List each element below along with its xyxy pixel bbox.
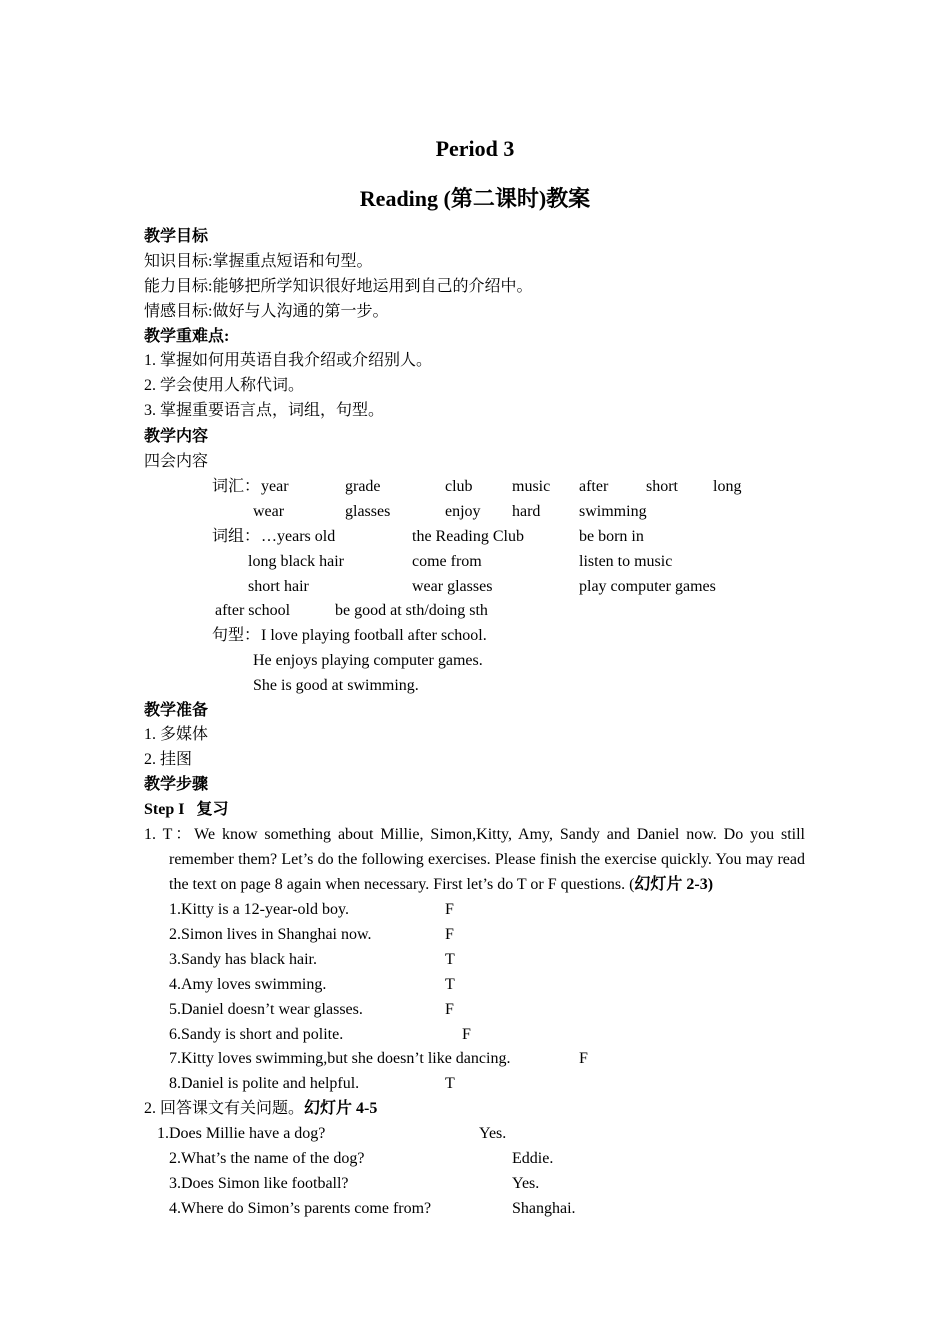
- vocab-word: short: [646, 478, 678, 495]
- objectives-heading: 教学目标: [144, 228, 209, 245]
- objective-item: 能力目标:能够把所学知识很好地运用到自己的介绍中。: [144, 278, 533, 295]
- tf-question: 1.Kitty is a 12-year-old boy.: [169, 901, 349, 918]
- phrase: wear glasses: [412, 578, 493, 595]
- preparation-item: 1. 多媒体: [144, 726, 209, 743]
- step-1-title: 复习: [196, 801, 229, 818]
- sentence: She is good at swimming.: [253, 677, 419, 694]
- vocab-word: music: [512, 478, 551, 495]
- page-subtitle: Reading (第二课时)教案: [359, 186, 591, 211]
- vocab-word: year: [261, 478, 289, 495]
- phrase: come from: [412, 553, 482, 570]
- phrase: …years old: [261, 528, 336, 545]
- tf-question: 4.Amy loves swimming.: [169, 976, 327, 993]
- preparation-item: 2. 挂图: [144, 751, 193, 768]
- phrase: be good at sth/doing sth: [335, 602, 488, 619]
- qa-answer: Shanghai.: [512, 1200, 576, 1217]
- vocab-word: club: [445, 478, 473, 495]
- tf-question: 7.Kitty loves swimming,but she doesn’t like dancing.: [169, 1050, 511, 1067]
- vocab-word: swimming: [579, 503, 647, 520]
- qa-answer: Yes.: [479, 1125, 507, 1142]
- task-1-paragraph: [144, 822, 805, 897]
- objective-item: 知识目标:掌握重点短语和句型。: [144, 253, 373, 270]
- qa-question: 2.What’s the name of the dog?: [169, 1150, 365, 1167]
- vocab-word: grade: [345, 478, 381, 495]
- phrase: short hair: [248, 578, 309, 595]
- sentence: I love playing football after school.: [261, 627, 487, 644]
- sentence-label: 句型：: [212, 627, 261, 644]
- tf-question: 6.Sandy is short and polite.: [169, 1026, 344, 1043]
- vocab-word: after: [579, 478, 609, 495]
- key-point-item: 2. 学会使用人称代词。: [144, 377, 305, 394]
- phrase: listen to music: [579, 553, 673, 570]
- qa-question: 4.Where do Simon’s parents come from?: [169, 1200, 432, 1217]
- vocab-label: 词汇：: [212, 478, 261, 495]
- content-subheading: 四会内容: [144, 453, 209, 470]
- key-point-item: 3. 掌握重要语言点，词组，句型。: [144, 402, 385, 419]
- qa-answer: Eddie.: [512, 1150, 554, 1167]
- sentence: He enjoys playing computer games.: [253, 652, 483, 669]
- task-2-slide-ref: 幻灯片 4-5: [304, 1100, 378, 1117]
- tf-answer: F: [462, 1026, 471, 1043]
- content-heading: 教学内容: [144, 428, 209, 445]
- step-1-heading: [144, 800, 228, 820]
- tf-answer: F: [579, 1050, 588, 1067]
- tf-answer: T: [445, 1075, 455, 1092]
- vocab-word: enjoy: [445, 503, 481, 520]
- tf-question: 5.Daniel doesn’t wear glasses.: [169, 1001, 363, 1018]
- task-1-text: 1. T：We know something about Millie, Simon,Kitty, Amy, Sandy and Daniel now. Do you still remember them? Let’s do the following exercises. Please finish the exercise quickly. You may read the text on page 8 again when necessary. First let’s do T or F questions. (: [144, 826, 805, 893]
- vocab-word: hard: [512, 503, 541, 520]
- phrase: be born in: [579, 528, 644, 545]
- phrase: long black hair: [248, 553, 344, 570]
- phrase: after school: [215, 602, 291, 619]
- tf-answer: T: [445, 951, 455, 968]
- phrase-label: 词组：: [212, 528, 261, 545]
- qa-question: 1.Does Millie have a dog?: [157, 1125, 326, 1142]
- tf-answer: F: [445, 926, 454, 943]
- tf-answer: T: [445, 976, 455, 993]
- qa-question: 3.Does Simon like football?: [169, 1175, 349, 1192]
- phrase: the Reading Club: [412, 528, 524, 545]
- tf-answer: F: [445, 901, 454, 918]
- task-2-text: 2. 回答课文有关问题。: [144, 1100, 305, 1117]
- objective-item: 情感目标:做好与人沟通的第一步。: [144, 303, 389, 320]
- key-point-item: 1. 掌握如何用英语自我介绍或介绍别人。: [144, 352, 433, 369]
- tf-question: 8.Daniel is polite and helpful.: [169, 1075, 360, 1092]
- step-1-label: Step I: [144, 801, 185, 818]
- vocab-word: glasses: [345, 503, 391, 520]
- steps-heading: 教学步骤: [144, 776, 209, 793]
- page-title: Period 3: [435, 136, 515, 161]
- tf-question: 3.Sandy has black hair.: [169, 951, 317, 968]
- tf-answer: F: [445, 1001, 454, 1018]
- vocab-word: wear: [253, 503, 285, 520]
- phrase: play computer games: [579, 578, 716, 595]
- preparation-heading: 教学准备: [144, 702, 209, 719]
- qa-answer: Yes.: [512, 1175, 540, 1192]
- task-2-heading: [144, 1099, 377, 1119]
- tf-question: 2.Simon lives in Shanghai now.: [169, 926, 372, 943]
- key-points-heading: 教学重难点:: [144, 328, 230, 345]
- task-1-slide-ref: 幻灯片 2-3): [634, 876, 714, 893]
- vocab-word: long: [713, 478, 742, 495]
